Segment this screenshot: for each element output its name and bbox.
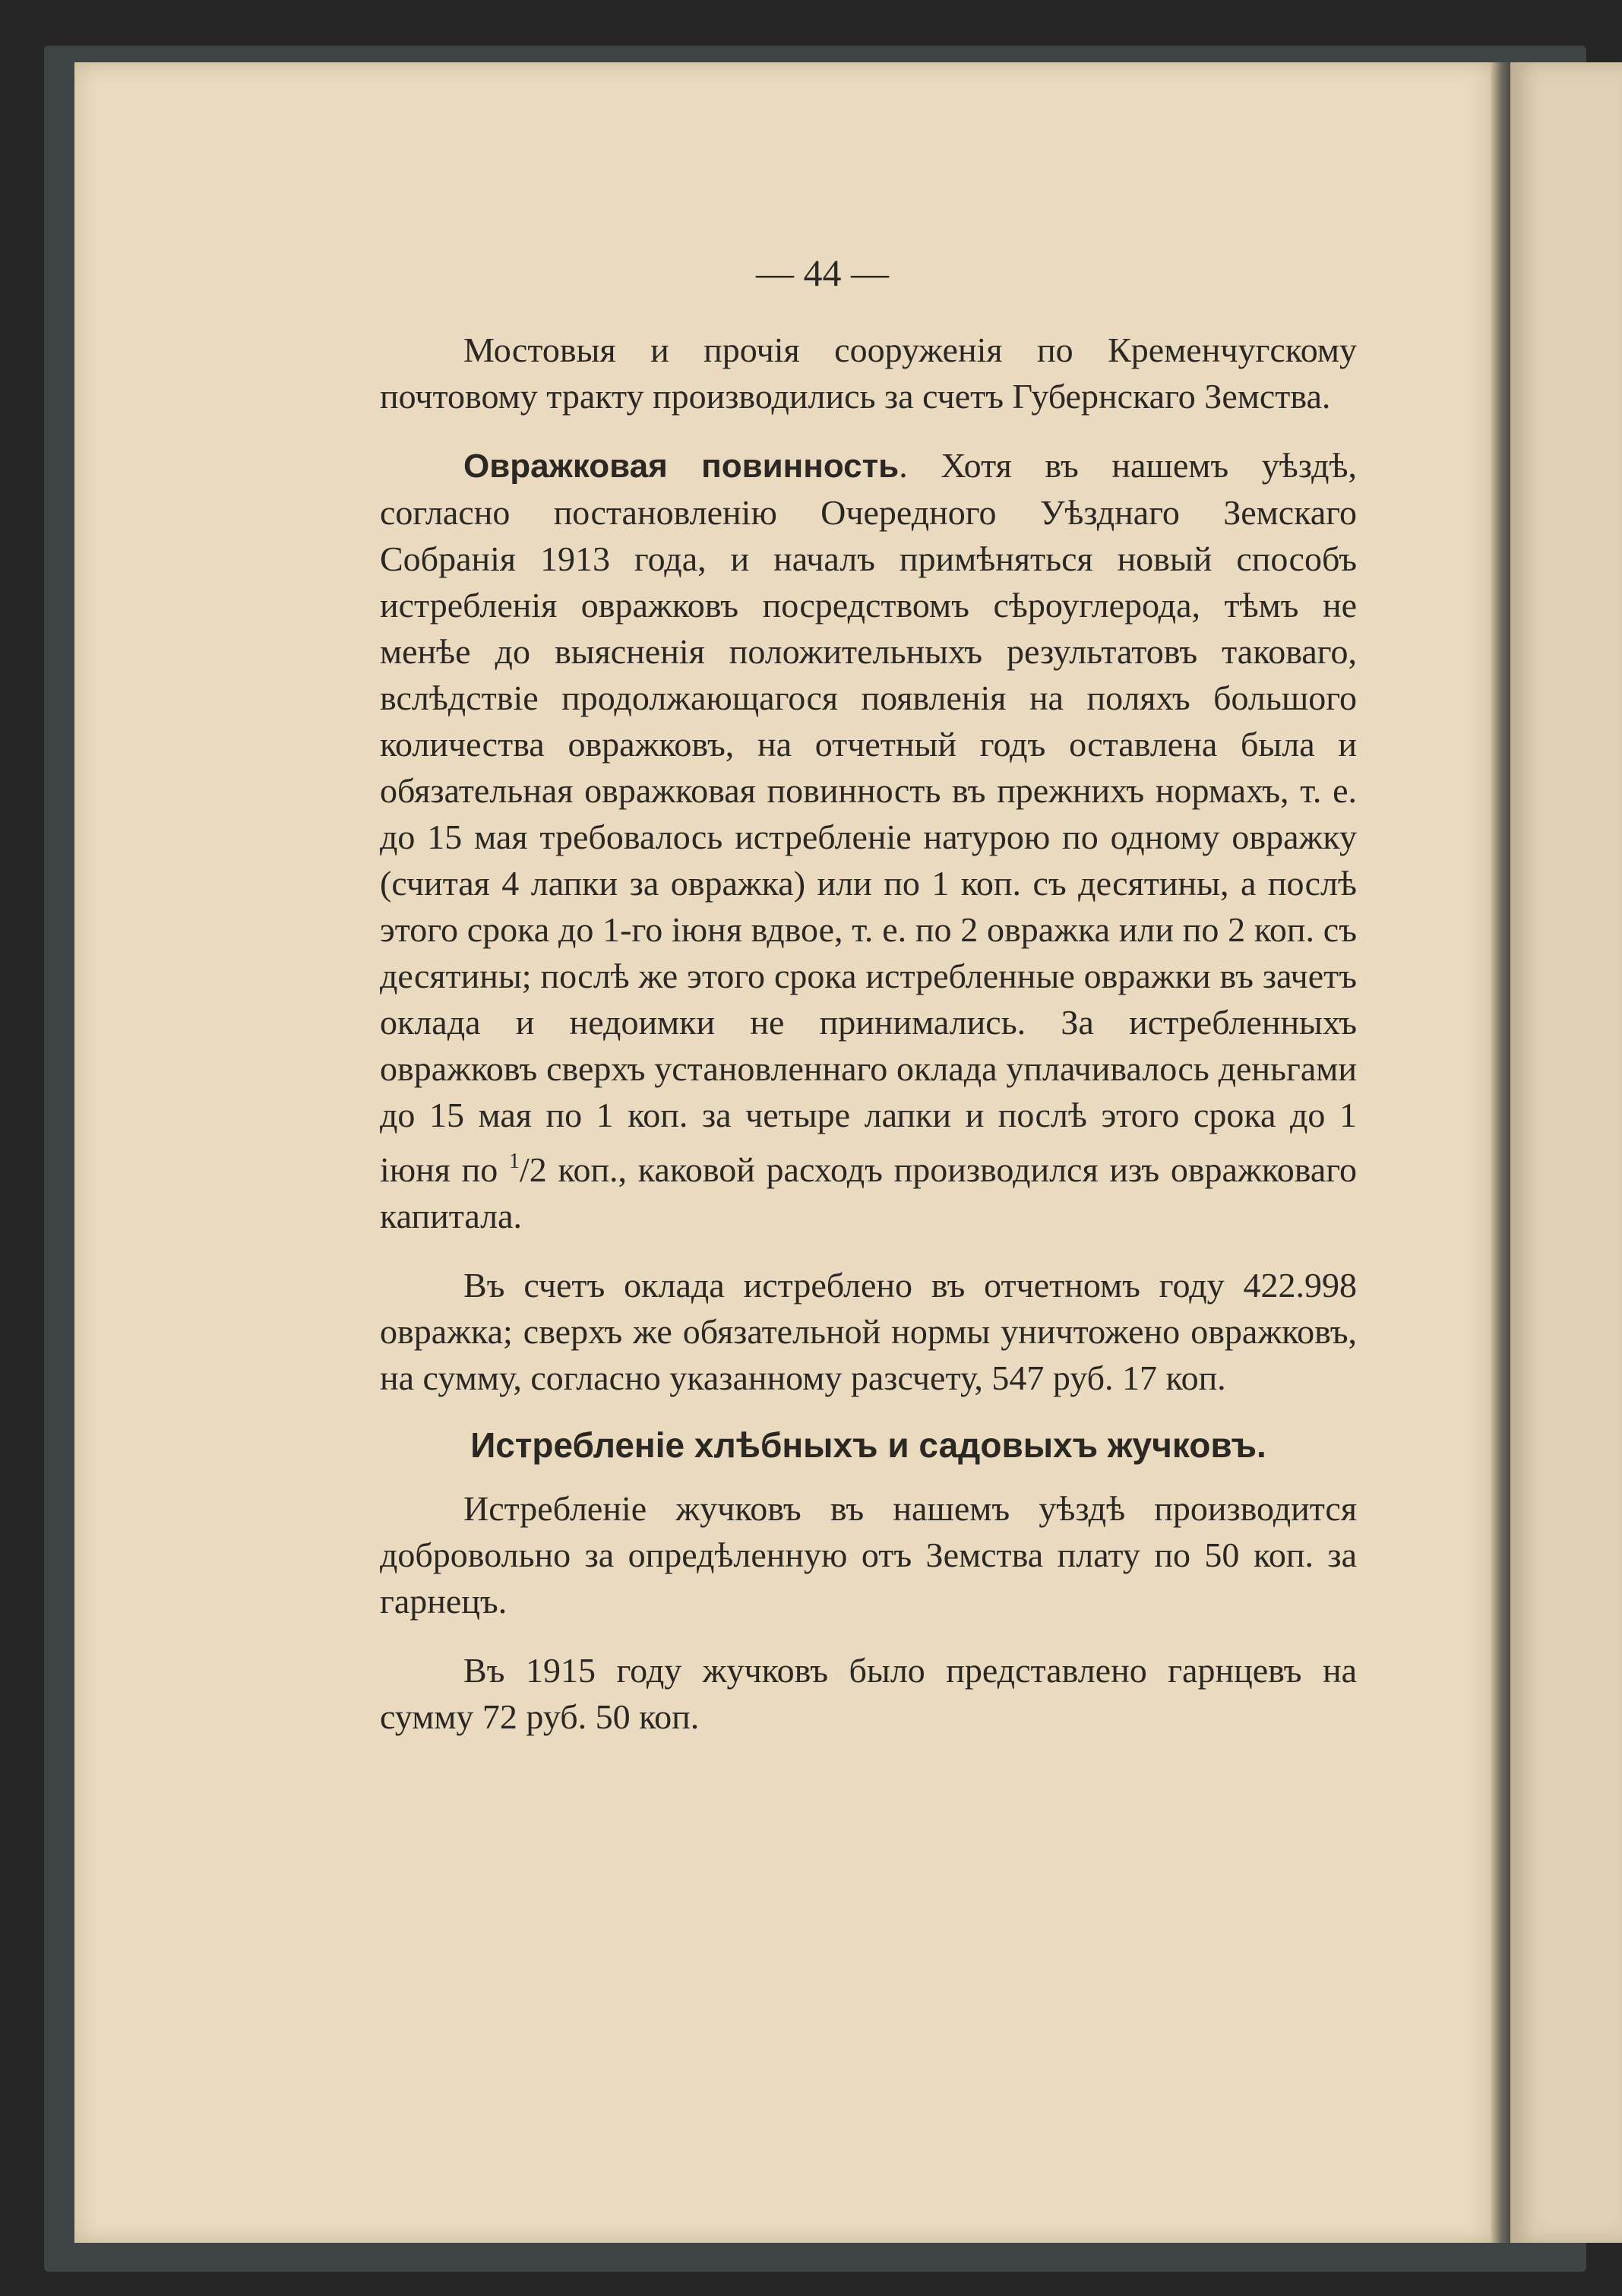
paragraph-beetles-totals: Въ 1915 году жучковъ было представлено гарнцевъ на сумму 72 руб. 50 коп.: [380, 1651, 1357, 1736]
inline-heading-ovrazhki: Овражковая повинность: [463, 447, 900, 485]
fraction-one-half: [509, 1150, 547, 1189]
paragraph-bridges: Мостовыя и прочія сооруженія по Кременчугскому почтовому тракту производились за счетъ Губернскаго Земства.: [380, 330, 1357, 416]
section-heading-beetles: Истребленіе хлѣбныхъ и садовыхъ жучковъ.: [470, 1425, 1266, 1465]
paragraph-ovrazhki-tail: коп., каковой расходъ производился изъ овражковаго капитала.: [380, 1150, 1358, 1235]
paragraph-ovrazhki-totals: Въ счетъ оклада истреблено въ отчетномъ году 422.998 овражка; сверхъ же обязательной нормы уничтожено овражковъ, на сумму, согласно указанному разсчету, 547 руб. 17 коп.: [380, 1266, 1357, 1397]
facing-page-edge: [1510, 62, 1622, 2243]
paragraph-beetles-method: Истребленіе жучковъ въ нашемъ уѣздѣ производится добровольно за опредѣленную отъ Земства плату по 50 коп. за гарнецъ.: [380, 1489, 1357, 1621]
paragraph-ovrazhki-body: . Хотя въ нашемъ уѣздѣ, согласно постановленію Очередного Уѣзднаго Земскаго Собранія 1913 года, и началъ примѣняться новый способъ истребленія овражковъ посредствомъ сѣроуглерода, тѣмъ не менѣе до выясненія положительныхъ результатовъ таковаго, вслѣдствіе продолжающагося появленія на поляхъ большого количества овражковъ, на отчетный годъ оставлена была и обязательная овражковая повинность въ прежнихъ нормахъ, т. е. до 15 мая требовалось истребленіе натурою по одному овражку (считая 4 лапки за овражка) или по 1 коп. съ десятины, а послѣ этого срока до 1-го іюня вдвое, т. е. по 2 овражка или по 2 коп. съ десятины; послѣ же этого срока истребленные овражки въ зачетъ оклада и недоимки не принимались. За истребленныхъ овражковъ сверхъ установленнаго оклада уплачивалось деньгами до 15 мая по 1 коп. за четыре лапки и послѣ этого срока до 1 іюня по: [380, 446, 1357, 1189]
page-text-block: [380, 327, 1357, 1740]
fraction-denominator: /2: [519, 1150, 547, 1189]
page-number: — 44 —: [756, 251, 889, 294]
paragraph-ovrazhki-duty: [380, 442, 1357, 1239]
fraction-numerator: 1: [508, 1150, 520, 1173]
book-gutter: [1491, 62, 1510, 2243]
